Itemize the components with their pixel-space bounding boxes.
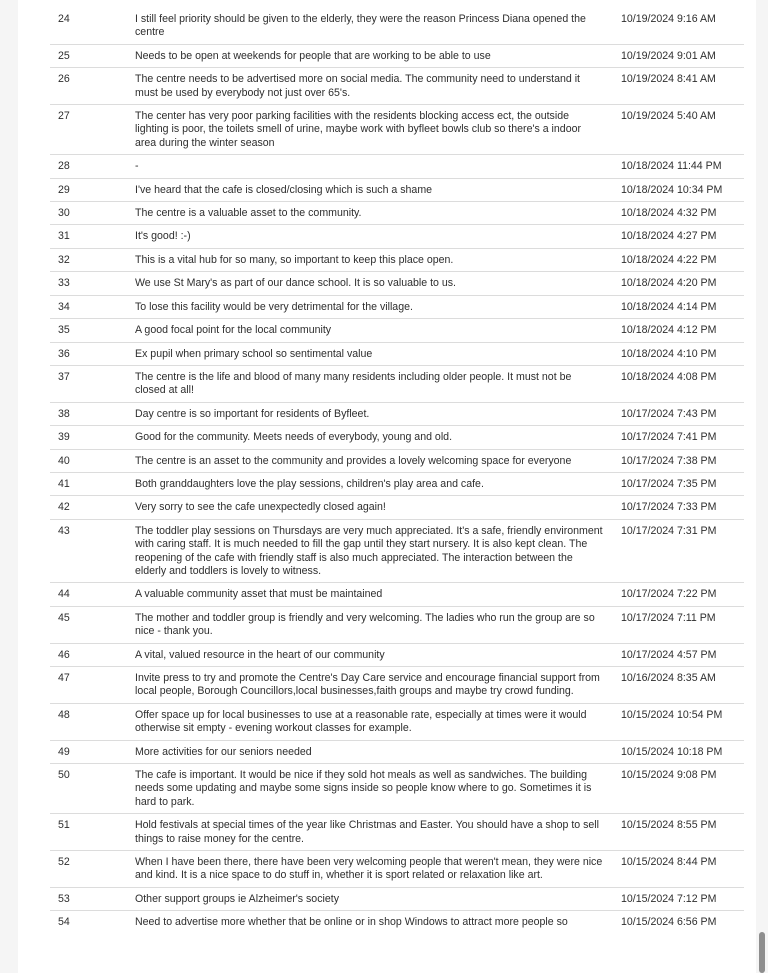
response-number: 41 — [50, 472, 135, 495]
response-text: Very sorry to see the cafe unexpectedly closed again! — [135, 496, 621, 519]
response-timestamp: 10/15/2024 10:18 PM — [621, 740, 744, 763]
response-timestamp: 10/18/2024 4:10 PM — [621, 342, 744, 365]
response-text: We use St Mary's as part of our dance school. It is so valuable to us. — [135, 272, 621, 295]
response-timestamp: 10/18/2024 4:14 PM — [621, 295, 744, 318]
table-row — [50, 851, 744, 888]
table-row — [50, 667, 744, 704]
table-row — [50, 519, 744, 583]
response-text: - — [135, 155, 621, 178]
table-row — [50, 472, 744, 495]
response-timestamp: 10/17/2024 7:43 PM — [621, 402, 744, 425]
response-text: Invite press to try and promote the Centre's Day Care service and encourage financial support from local people, Borough Councillors,local businesses,faith groups and maybe try crowd funding. — [135, 667, 621, 704]
response-timestamp: 10/17/2024 7:22 PM — [621, 583, 744, 606]
response-number: 38 — [50, 402, 135, 425]
response-text: Offer space up for local businesses to use at a reasonable rate, especially at times were it would otherwise sit empty - evening workout classes for example. — [135, 703, 621, 740]
response-number: 31 — [50, 225, 135, 248]
response-number: 25 — [50, 44, 135, 67]
response-text: Need to advertise more whether that be online or in shop Windows to attract more people so — [135, 916, 568, 929]
response-timestamp: 10/15/2024 10:54 PM — [621, 703, 744, 740]
document-page — [18, 0, 756, 973]
table-row — [50, 105, 744, 155]
response-number: 47 — [50, 667, 135, 704]
table-row — [50, 44, 744, 67]
response-number: 30 — [50, 202, 135, 225]
response-timestamp: 10/17/2024 7:35 PM — [621, 472, 744, 495]
scrollbar-thumb[interactable] — [759, 932, 765, 973]
response-number: 43 — [50, 519, 135, 583]
table-row — [50, 740, 744, 763]
response-number: 28 — [50, 155, 135, 178]
table-row — [50, 342, 744, 365]
response-number: 27 — [50, 105, 135, 155]
response-timestamp: 10/19/2024 5:40 AM — [621, 105, 744, 155]
response-number: 35 — [50, 319, 135, 342]
response-number: 39 — [50, 426, 135, 449]
response-timestamp: 10/18/2024 11:44 PM — [621, 155, 744, 178]
response-timestamp: 10/18/2024 4:27 PM — [621, 225, 744, 248]
response-timestamp: 10/17/2024 7:33 PM — [621, 496, 744, 519]
response-number: 54 — [58, 916, 70, 929]
response-text: To lose this facility would be very detrimental for the village. — [135, 295, 621, 318]
response-text: Good for the community. Meets needs of everybody, young and old. — [135, 426, 621, 449]
response-text: A good focal point for the local community — [135, 319, 621, 342]
response-number: 49 — [50, 740, 135, 763]
response-number: 53 — [50, 887, 135, 910]
table-row — [50, 496, 744, 519]
response-text: Both granddaughters love the play sessions, children's play area and cafe. — [135, 472, 621, 495]
response-text: The cafe is important. It would be nice if they sold hot meals as well as sandwiches. The building needs some updating and maybe some signs inside so people know where to go. Sometimes it is hard to park. — [135, 764, 621, 814]
response-timestamp: 10/15/2024 7:12 PM — [621, 887, 744, 910]
table-row — [50, 887, 744, 910]
response-timestamp: 10/18/2024 4:12 PM — [621, 319, 744, 342]
response-text: I still feel priority should be given to the elderly, they were the reason Princess Diana opened the centre — [135, 8, 621, 44]
response-number: 45 — [50, 606, 135, 643]
response-number: 48 — [50, 703, 135, 740]
response-number: 26 — [50, 68, 135, 105]
response-text: The mother and toddler group is friendly and very welcoming. The ladies who run the group are so nice - thank you. — [135, 606, 621, 643]
response-text: The centre is a valuable asset to the community. — [135, 202, 621, 225]
table-row — [50, 365, 744, 402]
table-row — [50, 402, 744, 425]
response-timestamp: 10/15/2024 8:55 PM — [621, 814, 744, 851]
response-text: Ex pupil when primary school so sentimental value — [135, 342, 621, 365]
responses-table-body — [50, 8, 744, 934]
response-text: It's good! :-) — [135, 225, 621, 248]
response-number: 32 — [50, 248, 135, 271]
table-row — [50, 225, 744, 248]
table-row — [50, 272, 744, 295]
response-number: 40 — [50, 449, 135, 472]
table-row — [50, 178, 744, 201]
table-row — [50, 449, 744, 472]
response-timestamp: 10/15/2024 8:44 PM — [621, 851, 744, 888]
response-number: 34 — [50, 295, 135, 318]
response-text: This is a vital hub for so many, so important to keep this place open. — [135, 248, 621, 271]
response-text: A vital, valued resource in the heart of our community — [135, 643, 621, 666]
response-text: The centre is the life and blood of many many residents including older people. It must not be closed at all! — [135, 365, 621, 402]
table-row — [50, 583, 744, 606]
response-number: 24 — [50, 8, 135, 44]
response-timestamp: 10/17/2024 7:11 PM — [621, 606, 744, 643]
response-timestamp: 10/18/2024 4:22 PM — [621, 248, 744, 271]
response-timestamp: 10/19/2024 8:41 AM — [621, 68, 744, 105]
response-timestamp: 10/17/2024 7:38 PM — [621, 449, 744, 472]
response-timestamp: 10/18/2024 10:34 PM — [621, 178, 744, 201]
response-text: A valuable community asset that must be maintained — [135, 583, 621, 606]
response-timestamp: 10/15/2024 9:08 PM — [621, 764, 744, 814]
table-row — [50, 202, 744, 225]
response-number: 29 — [50, 178, 135, 201]
response-number: 50 — [50, 764, 135, 814]
table-row — [50, 295, 744, 318]
response-timestamp: 10/17/2024 7:31 PM — [621, 519, 744, 583]
response-number: 42 — [50, 496, 135, 519]
response-text: When I have been there, there have been very welcoming people that weren't mean, they were nice and kind. It is a nice space to do stuff in, whether it is sport related or relaxation like art. — [135, 851, 621, 888]
table-row — [50, 643, 744, 666]
table-row — [50, 426, 744, 449]
response-text: Needs to be open at weekends for people that are working to be able to use — [135, 44, 621, 67]
response-text: Hold festivals at special times of the year like Christmas and Easter. You should have a shop to sell things to raise money for the centre. — [135, 814, 621, 851]
table-row — [50, 155, 744, 178]
response-text: The toddler play sessions on Thursdays are very much appreciated. It's a safe, friendly environment with caring staff. It is much needed to fill the gap until they start nursery. It is also kept clean. The reopening of the cafe with friendly staff is also much appreciated. The interaction between the elderly and toddlers is lovely to witness. — [135, 519, 621, 583]
response-timestamp: 10/19/2024 9:16 AM — [621, 8, 744, 44]
table-row — [50, 814, 744, 851]
table-row — [50, 248, 744, 271]
response-number: 37 — [50, 365, 135, 402]
response-number: 36 — [50, 342, 135, 365]
response-timestamp: 10/17/2024 4:57 PM — [621, 643, 744, 666]
response-timestamp: 10/18/2024 4:20 PM — [621, 272, 744, 295]
response-number: 52 — [50, 851, 135, 888]
response-text: The center has very poor parking facilities with the residents blocking access ect, the outside lighting is poor, the toilets smell of urine, maybe work with byfleet bowls club so there's a indoor area during the winter season — [135, 105, 621, 155]
table-row — [50, 703, 744, 740]
response-timestamp: 10/18/2024 4:08 PM — [621, 365, 744, 402]
response-timestamp: 10/16/2024 8:35 AM — [621, 667, 744, 704]
response-timestamp: 10/19/2024 9:01 AM — [621, 44, 744, 67]
response-number: 51 — [50, 814, 135, 851]
response-text: The centre is an asset to the community and provides a lovely welcoming space for everyone — [135, 449, 621, 472]
table-row — [50, 68, 744, 105]
response-text: I've heard that the cafe is closed/closing which is such a shame — [135, 178, 621, 201]
response-number: 46 — [50, 643, 135, 666]
response-text: Day centre is so important for residents of Byfleet. — [135, 402, 621, 425]
response-timestamp: 10/18/2024 4:32 PM — [621, 202, 744, 225]
response-text: Other support groups ie Alzheimer's society — [135, 887, 621, 910]
response-timestamp: 10/15/2024 6:56 PM — [621, 916, 717, 929]
response-text: The centre needs to be advertised more on social media. The community need to understand it must be used by everybody not just over 65's. — [135, 68, 621, 105]
table-row — [50, 606, 744, 643]
responses-table — [50, 8, 744, 934]
table-row — [50, 764, 744, 814]
response-text: More activities for our seniors needed — [135, 740, 621, 763]
response-timestamp: 10/17/2024 7:41 PM — [621, 426, 744, 449]
table-row — [50, 319, 744, 342]
response-number: 33 — [50, 272, 135, 295]
table-row — [50, 911, 744, 934]
table-row — [50, 8, 744, 44]
response-number: 44 — [50, 583, 135, 606]
